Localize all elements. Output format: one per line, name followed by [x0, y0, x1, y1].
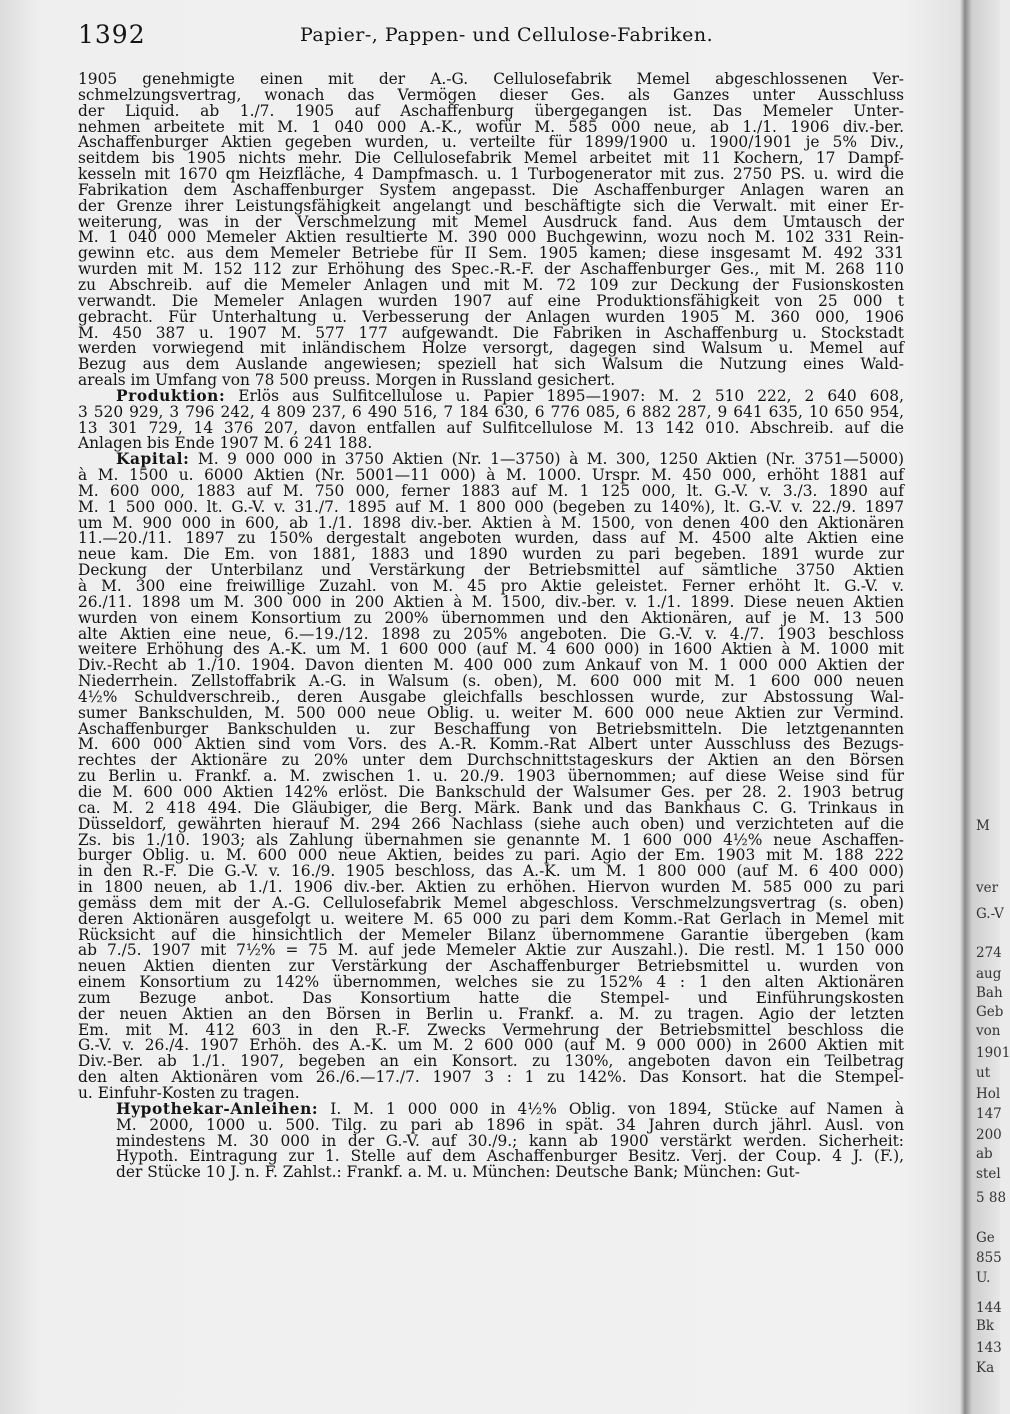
kapital-line: Rücksicht auf die hinsichtlich der Memeler Bilanz übernommene Garantie übergeben (kam — [78, 925, 904, 944]
kapital-line: à M. 300 eine freiwillige Zuzahl. von M. 45 pro Aktie geleistet. Ferner erhöht lt. G.-V. v. — [78, 577, 904, 595]
kapital-line: Div.-Ber. ab 1./1. 1907, begeben an ein Konsort. zu 130%, angeboten davon ein Teilbetrag — [78, 1052, 904, 1071]
kapital-line: einem Konsortium zu 142% übernommen, welches sie zu 152% 4 : 1 den alten Aktionären — [78, 973, 904, 992]
margin-fragment: Bk — [976, 1318, 995, 1334]
kapital-line: Aschaffenburger Bankschulden u. zur Beschaffung von Betriebsmitteln. Die letztgenannten — [78, 719, 904, 738]
intro-line: kesseln mit 1670 qm Heizfläche, 4 Dampfmasch. u. 1 Turbogenerator mit zus. 2750 PS. u. wird die — [78, 165, 904, 184]
kapital-line: ab 7./5. 1907 mit 7½% = 75 M. auf jede Memeler Aktie zur Auszahl.). Die restl. M. 1 150 000 — [78, 941, 904, 960]
intro-line: M. 1 040 000 Memeler Aktien resultierte M. 390 000 Buchgewinn, wozu noch M. 102 331 Rein- — [78, 228, 904, 247]
margin-fragment: Geb — [976, 1004, 1004, 1020]
kapital-line: in 1800 neuen, ab 1./1. 1906 div.-ber. Aktien zu erhöhen. Hiervon wurden M. 585 000 zu pari — [78, 878, 904, 897]
margin-fragment: 855 — [976, 1250, 1002, 1266]
intro-line: nehmen arbeitete mit M. 1 040 000 A.-K., wofür M. 585 000 neue, ab 1./1. 1906 div.-ber. — [78, 117, 904, 136]
kapital-line: neue kam. Die Em. von 1881, 1883 und 1890 wurden zu pari begeben. 1891 wurde zur — [78, 545, 904, 564]
produktion-line: Anlagen bis Ende 1907 M. 6 241 188. — [78, 434, 373, 453]
intro-line: seitdem bis 1905 nichts mehr. Die Cellulosefabrik Memel arbeitet mit 11 Kochern, 17 Dampf- — [78, 149, 904, 168]
page-header — [78, 20, 908, 54]
margin-fragment: Ka — [976, 1360, 995, 1376]
kapital-line: um M. 900 000 in 600, ab 1./1. 1898 div.-ber. Aktien à M. 1500, von denen 400 den Aktionären — [78, 513, 904, 532]
kapital-line: Düsseldorf, gewährten hierauf M. 294 266 Nachlass (siehe auch oben) und verzichteten auf die — [78, 814, 904, 833]
margin-fragment: 143 — [976, 1340, 1002, 1356]
margin-fragment: von — [976, 1023, 1001, 1039]
hypothekar-line: Hypothekar-Anleihen: I. M. 1 000 000 in 4½% Oblig. von 1894, Stücke auf Namen à — [116, 1099, 904, 1118]
kapital-line: alte Aktien eine neue, 6.—19./12. 1898 zu 205% angeboten. Die G.-V. v. 4./7. 1903 beschloss — [78, 624, 904, 643]
kapital-line: M. 600 000 Aktien sind vom Vors. des A.-R. Komm.-Rat Albert unter Ausschluss des Bezugs- — [78, 735, 904, 754]
kapital-line: deren Aktionären ausgefolgt u. weitere M. 65 000 zu pari dem Komm.-Rat Gerlach in Memel mit — [78, 909, 904, 928]
intro-line: verwandt. Die Memeler Anlagen wurden 1907 auf eine Produktionsfähigkeit von 25 000 t — [78, 291, 904, 310]
margin-fragment: 200 — [976, 1127, 1002, 1143]
intro-line: Bezug aus dem Auslande angewiesen; speziell hat sich Walsum die Nutzung eines Wald- — [78, 355, 904, 374]
margin-fragment: Hol — [976, 1086, 1001, 1102]
intro-line: werden vorwiegend mit inländischem Holze versorgt, dagegen sind Walsum u. Memel auf — [78, 339, 904, 358]
kapital-line: rechtes der Aktionäre zu 20% unter dem Durchschnittstageskurs der Aktien an den Börsen — [78, 751, 904, 770]
margin-fragment: ver — [976, 880, 999, 896]
intro-line: schmelzungsvertrag, wonach das Vermögen dieser Ges. als Ganzes unter Ausschluss — [78, 85, 904, 104]
margin-fragment: 5 88 — [976, 1190, 1007, 1206]
hypothekar-line: mindestens M. 30 000 in der G.-V. auf 30./9.; kann ab 1900 verstärkt werden. Sicherheit: — [116, 1131, 904, 1150]
margin-fragment: U. — [976, 1270, 991, 1286]
produktion-heading: Produktion: — [116, 386, 226, 405]
kapital-heading: Kapital: — [116, 450, 190, 469]
running-title: Papier-, Pappen- und Cellulose-Fabriken. — [300, 24, 714, 46]
kapital-line: 11.—20./11. 1897 zu 150% dergestalt angeboten wurden, dass auf M. 4500 alte Aktien eine — [78, 529, 904, 548]
hypothekar-line: M. 2000, 1000 u. 500. Tilg. zu pari ab 1896 in spät. 34 Jahren durch jährl. Ausl. von — [116, 1115, 904, 1134]
hypothekar-heading: Hypothekar-Anleihen: — [116, 1099, 319, 1118]
kapital-line: M. 600 000, 1883 auf M. 750 000, ferner 1883 auf M. 1 125 000, lt. G.-V. v. 3./3. 1890 auf — [78, 481, 904, 500]
intro-line: zu Abschreib. auf die Memeler Anlagen und mit M. 72 109 zur Deckung der Fusionskosten — [78, 275, 904, 294]
intro-line: weiterung, was in der Verschmelzung mit Memel Ausdruck fand. Aus dem Umtausch der — [78, 212, 904, 231]
kapital-line: gemäss dem mit der A.-G. Cellulosefabrik Memel abgeschloss. Verschmelzungsvertrag (s. oben) — [78, 893, 904, 912]
margin-fragment: stel — [976, 1166, 1001, 1182]
kapital-line: zum Bezuge anbot. Das Konsortium hatte die Stempel- und Einführungskosten — [78, 988, 904, 1007]
produktion-line: 3 520 929, 3 796 242, 4 809 237, 6 490 516, 7 184 630, 6 776 085, 6 882 287, 9 641 635, 10 650 954, — [78, 402, 904, 421]
intro-line: wurden mit M. 152 112 zur Erhöhung des Spec.-R.-F. der Aschaffenburger Ges., mit M. 268 110 — [78, 260, 904, 279]
kapital-line: der neuen Aktien an den Börsen in Berlin u. Frankf. a. M. zu tragen. Agio der letzten — [78, 1004, 904, 1023]
kapital-line: Em. mit M. 412 603 in den R.-F. Zwecks Vermehrung der Betriebsmittel beschloss die — [78, 1020, 904, 1039]
produktion-line: 13 301 729, 14 376 207, davon entfallen auf Sulfitcellulose M. 13 142 010. Abschreib. auf die — [78, 418, 904, 437]
kapital-line: à M. 1500 u. 6000 Aktien (Nr. 5001—11 000) à M. 1000. Urspr. M. 450 000, erhöht 1881 auf — [78, 466, 904, 485]
adjacent-page-margin — [968, 0, 1010, 1414]
kapital-line: u. Einfuhr-Kosten zu tragen. — [78, 1084, 300, 1102]
kapital-line: Niederrhein. Zellstoffabrik A.-G. in Walsum (s. oben), M. 600 000 mit M. 1 600 000 neuen — [78, 672, 904, 691]
kapital-line: Div.-Recht ab 1./10. 1904. Davon dienten M. 400 000 zum Ankauf von M. 1 000 000 Aktien der — [78, 656, 904, 675]
intro-line: 1905 genehmigte einen mit der A.-G. Cellulosefabrik Memel abgeschlossenen Ver- — [78, 70, 904, 88]
intro-line: Fabrikation dem Aschaffenburger System angepasst. Die Aschaffenburger Anlagen waren an — [78, 180, 904, 199]
kapital-line: den alten Aktionären vom 26./6.—17./7. 1907 3 : 1 zu 142%. Das Konsort. hat die Stempel- — [78, 1068, 904, 1087]
kapital-line: burger Oblig. u. M. 600 000 neue Aktien, beides zu pari. Agio der Em. 1903 mit M. 188 222 — [78, 846, 904, 865]
kapital-line: ca. M. 2 418 494. Die Gläubiger, die Berg. Märk. Bank und das Bankhaus C. G. Trinkaus in — [78, 798, 904, 817]
intro-paragraph — [78, 72, 904, 389]
margin-fragment: 1901 — [976, 1045, 1010, 1061]
hypothekar-paragraph — [78, 1099, 904, 1182]
produktion-line: Produktion: Erlös aus Sulfitcellulose u. Papier 1895—1907: M. 2 510 222, 2 640 608, — [116, 386, 904, 405]
kapital-line: weitere Erhöhung des A.-K. um M. 1 600 000 (auf M. 4 600 000) in 1600 Aktien à M. 1000 mit — [78, 640, 904, 659]
intro-line: Aschaffenburger Aktien gegeben wurden, u. verteilte für 1899/1900 u. 1900/1901 je 5% Div., — [78, 133, 904, 152]
intro-line: areals im Umfang von 78 500 preuss. Morgen in Russland gesichert. — [78, 371, 616, 390]
kapital-line: 4½% Schuldverschreib., deren Ausgabe gleichfalls beschlossen wurde, zur Abstossung Wal- — [78, 687, 904, 706]
kapital-paragraph — [78, 452, 904, 1102]
intro-line: M. 450 387 u. 1907 M. 577 177 aufgewandt. Die Fabriken in Aschaffenburg u. Stockstadt — [78, 323, 904, 342]
margin-fragment: ut — [976, 1065, 991, 1081]
hypothekar-line: der Stücke 10 J. n. F. Zahlst.: Frankf. a. M. u. München: Deutsche Bank; München: Gut- — [116, 1163, 800, 1182]
page-number: 1392 — [78, 20, 146, 49]
produktion-paragraph — [78, 386, 904, 453]
margin-fragment: M — [976, 818, 990, 834]
kapital-line: zu Berlin u. Frankf. a. M. zwischen 1. u. 20./9. 1903 übernommen; auf diese Weise sind für — [78, 767, 904, 786]
kapital-line: in den R.-F. Die G.-V. v. 16./9. 1905 beschloss, das A.-K. um M. 1 800 000 (auf M. 6 400 000) — [78, 862, 904, 881]
margin-fragment: 144 — [976, 1300, 1002, 1316]
intro-line: gewinn etc. aus dem Memeler Betriebe für II Sem. 1905 kamen; diese insgesamt M. 492 331 — [78, 244, 904, 263]
margin-fragment: aug — [976, 966, 1002, 982]
body-text — [78, 72, 904, 1181]
kapital-line: wurden von einem Konsortium zu 200% übernommen und den Aktionären, auf je M. 13 500 — [78, 608, 904, 627]
intro-line: gebracht. Für Unterhaltung u. Verbesserung der Anlagen wurden 1905 M. 360 000, 1906 — [78, 307, 904, 326]
kapital-line: M. 1 500 000. lt. G.-V. v. 31./7. 1895 auf M. 1 800 000 (begeben zu 140%), lt. G.-V. v. 22./9. 1897 — [78, 497, 904, 516]
kapital-line: Zs. bis 1./10. 1903; als Zahlung übernahmen sie genannte M. 1 600 000 4½% neue Aschaffen- — [78, 830, 904, 849]
intro-line: der Liquid. ab 1./7. 1905 auf Aschaffenburg übergegangen ist. Das Memeler Unter- — [78, 101, 904, 120]
margin-fragment: G.-V — [976, 906, 1004, 922]
margin-fragment: ab — [976, 1146, 993, 1162]
hypothekar-line: Hypoth. Eintragung zur 1. Stelle auf dem Aschaffenburger Besitz. Verj. der Coup. 4 J. (F.), — [116, 1147, 904, 1166]
kapital-line: Deckung der Unterbilanz und Verstärkung der Betriebsmittel auf sämtliche 3750 Aktien — [78, 561, 904, 580]
kapital-line: 26./11. 1898 um M. 300 000 in 200 Aktien à M. 1500, div.-ber. v. 1./1. 1899. Diese neuen Aktien — [78, 592, 904, 611]
kapital-line: neuen Aktien dienten zur Verstärkung der Aschaffenburger Betriebsmittel u. wurden von — [78, 957, 904, 976]
margin-fragment: 274 — [976, 945, 1002, 961]
margin-fragment: Ge — [976, 1230, 995, 1246]
intro-line: der Grenze ihrer Leistungsfähigkeit angelangt und beschäftigte sich die Verwalt. mit einer Er- — [78, 196, 904, 215]
margin-fragment: Bah — [976, 985, 1003, 1001]
kapital-line: sumer Bankschulden, M. 500 000 neue Oblig. u. weiter M. 600 000 neue Aktien zur Vermind. — [78, 703, 904, 722]
margin-fragment: 147 — [976, 1106, 1002, 1122]
kapital-line: Kapital: M. 9 000 000 in 3750 Aktien (Nr. 1—3750) à M. 300, 1250 Aktien (Nr. 3751—5000) — [116, 450, 904, 469]
kapital-line: G.-V. v. 26./4. 1907 Erhöh. des A.-K. um M. 2 600 000 (auf M. 9 000 000) in 2600 Aktien mit — [78, 1036, 904, 1055]
kapital-line: die M. 600 000 Aktien 142% erlöst. Die Bankschuld der Walsumer Ges. per 28. 2. 1903 betrug — [78, 782, 904, 801]
